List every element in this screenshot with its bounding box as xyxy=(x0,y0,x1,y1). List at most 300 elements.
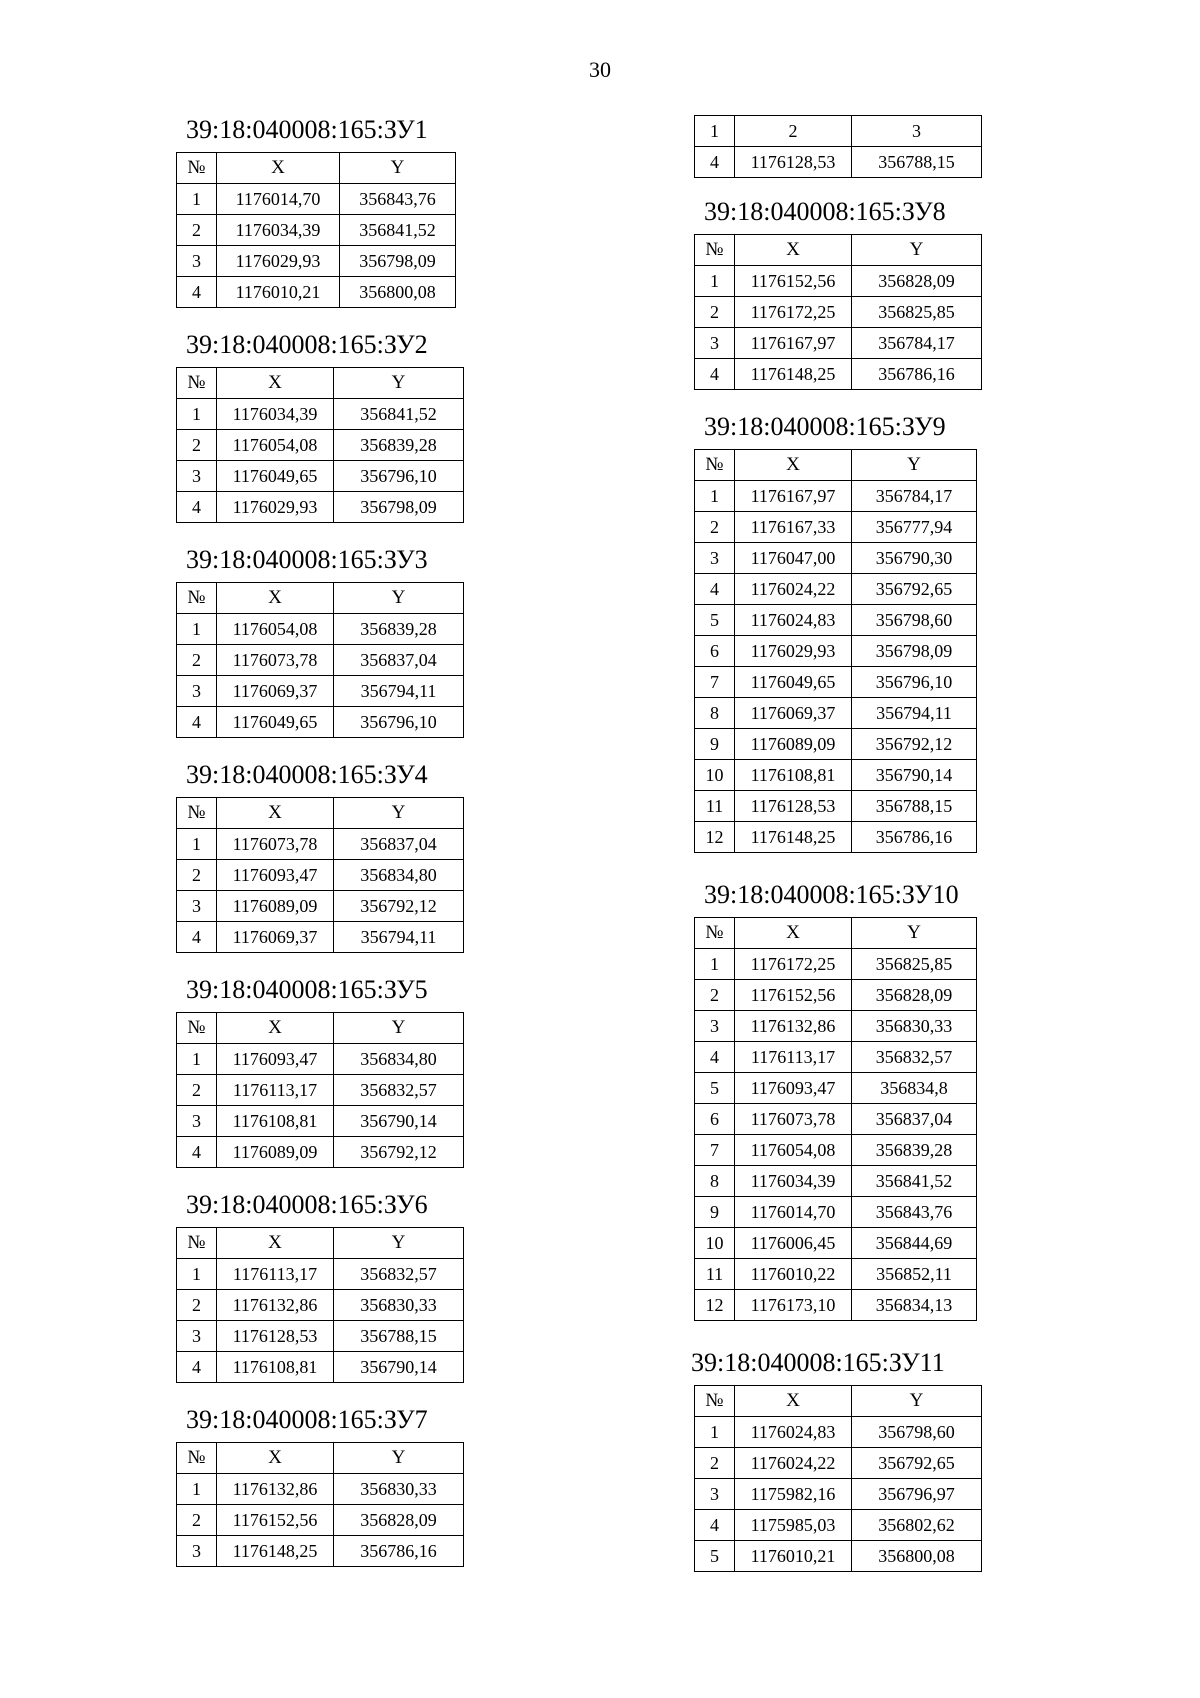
x-coordinate-cell: 1176049,65 xyxy=(217,707,334,738)
parcel-title: 39:18:040008:165:ЗУ4 xyxy=(186,760,428,789)
y-coordinate-cell: 356798,09 xyxy=(334,492,464,523)
point-number-cell: 2 xyxy=(695,1448,735,1479)
parcel-title: 39:18:040008:165:ЗУ1 xyxy=(186,115,428,144)
point-number-cell: 2 xyxy=(177,1290,217,1321)
point-number-cell: 3 xyxy=(177,891,217,922)
parcel-title: 39:18:040008:165:ЗУ2 xyxy=(186,330,428,359)
y-coordinate-cell: 356798,60 xyxy=(852,1417,982,1448)
page-number: 30 xyxy=(589,57,611,82)
point-number-cell: 1 xyxy=(177,1259,217,1290)
point-number-cell: 2 xyxy=(177,430,217,461)
x-coordinate-cell: 1176073,78 xyxy=(217,645,334,676)
table-row xyxy=(695,1166,977,1197)
table-row xyxy=(695,297,982,328)
y-coordinate-cell: 356841,52 xyxy=(340,215,456,246)
header-number-cell: № xyxy=(695,1386,735,1417)
y-coordinate-cell: 356839,28 xyxy=(852,1135,977,1166)
x-coordinate-cell: 1176167,33 xyxy=(735,512,852,543)
y-coordinate-cell: 356852,11 xyxy=(852,1259,977,1290)
table-row xyxy=(695,1417,982,1448)
point-number-cell: 4 xyxy=(695,147,735,178)
point-number-cell: 9 xyxy=(695,1197,735,1228)
parcel-title: 39:18:040008:165:ЗУ9 xyxy=(704,412,946,441)
table-row xyxy=(177,707,464,738)
x-coordinate-cell: 1176152,56 xyxy=(735,980,852,1011)
x-coordinate-cell: 1176148,25 xyxy=(735,822,852,853)
header-number-cell: № xyxy=(177,368,217,399)
y-coordinate-cell: 356828,09 xyxy=(852,266,982,297)
table-header-row xyxy=(695,116,982,147)
table-row xyxy=(695,1135,977,1166)
table-row xyxy=(177,676,464,707)
x-coordinate-cell: 1176024,22 xyxy=(735,574,852,605)
header-y-cell: Y xyxy=(852,235,982,266)
x-coordinate-cell: 1176049,65 xyxy=(217,461,334,492)
point-number-cell: 11 xyxy=(695,1259,735,1290)
y-coordinate-cell: 356792,12 xyxy=(334,891,464,922)
table-row xyxy=(695,266,982,297)
point-number-cell: 2 xyxy=(177,860,217,891)
x-coordinate-cell: 1176093,47 xyxy=(735,1073,852,1104)
y-coordinate-cell: 356784,17 xyxy=(852,481,977,512)
point-number-cell: 2 xyxy=(177,1075,217,1106)
point-number-cell: 4 xyxy=(695,1042,735,1073)
point-number-cell: 3 xyxy=(177,1321,217,1352)
table-row xyxy=(177,1075,464,1106)
header-x-cell: X xyxy=(217,798,334,829)
table-row xyxy=(177,215,456,246)
y-coordinate-cell: 356834,80 xyxy=(334,860,464,891)
x-coordinate-cell: 1176014,70 xyxy=(217,184,340,215)
table-row xyxy=(695,359,982,390)
parcel-title: 39:18:040008:165:ЗУ10 xyxy=(704,880,959,909)
x-coordinate-cell: 1176089,09 xyxy=(735,729,852,760)
point-number-cell: 12 xyxy=(695,1290,735,1321)
header-x-cell: X xyxy=(217,153,340,184)
x-coordinate-cell: 1176034,39 xyxy=(735,1166,852,1197)
table-row xyxy=(695,1448,982,1479)
table-row xyxy=(177,614,464,645)
table-row xyxy=(177,645,464,676)
header-x-cell: X xyxy=(735,1386,852,1417)
table-row xyxy=(695,667,977,698)
x-coordinate-cell: 1176034,39 xyxy=(217,399,334,430)
point-number-cell: 3 xyxy=(177,1536,217,1567)
point-number-cell: 4 xyxy=(695,574,735,605)
y-coordinate-cell: 356834,80 xyxy=(334,1044,464,1075)
x-coordinate-cell: 1176073,78 xyxy=(217,829,334,860)
x-coordinate-cell: 1176054,08 xyxy=(217,614,334,645)
table-row xyxy=(695,605,977,636)
x-coordinate-cell: 1176152,56 xyxy=(217,1505,334,1536)
y-coordinate-cell: 356784,17 xyxy=(852,328,982,359)
table-header-row xyxy=(177,1228,464,1259)
y-coordinate-cell: 356841,52 xyxy=(334,399,464,430)
table-row xyxy=(177,1474,464,1505)
table-header-row xyxy=(177,1443,464,1474)
x-coordinate-cell: 1176069,37 xyxy=(217,676,334,707)
point-number-cell: 4 xyxy=(177,1137,217,1168)
x-coordinate-cell: 1176108,81 xyxy=(217,1352,334,1383)
table-row xyxy=(177,1259,464,1290)
x-coordinate-cell: 1176054,08 xyxy=(217,430,334,461)
table-row xyxy=(695,1510,982,1541)
point-number-cell: 3 xyxy=(177,246,217,277)
y-coordinate-cell: 356837,04 xyxy=(334,645,464,676)
table-row xyxy=(177,829,464,860)
table-row xyxy=(177,1321,464,1352)
header-number-cell: № xyxy=(695,450,735,481)
parcel-title: 39:18:040008:165:ЗУ6 xyxy=(186,1190,428,1219)
x-coordinate-cell: 1176128,53 xyxy=(735,147,852,178)
y-coordinate-cell: 356796,97 xyxy=(852,1479,982,1510)
table-row xyxy=(695,1073,977,1104)
parcel-title: 39:18:040008:165:ЗУ3 xyxy=(186,545,428,574)
header-y-cell: Y xyxy=(334,798,464,829)
table-header-row xyxy=(177,798,464,829)
parcel-title: 39:18:040008:165:ЗУ8 xyxy=(704,197,946,226)
y-coordinate-cell: 356786,16 xyxy=(334,1536,464,1567)
point-number-cell: 2 xyxy=(695,980,735,1011)
x-coordinate-cell: 1176093,47 xyxy=(217,1044,334,1075)
table-row xyxy=(177,430,464,461)
x-coordinate-cell: 1176132,86 xyxy=(217,1474,334,1505)
y-coordinate-cell: 356839,28 xyxy=(334,430,464,461)
y-coordinate-cell: 356830,33 xyxy=(852,1011,977,1042)
table-row xyxy=(177,891,464,922)
table-row xyxy=(695,328,982,359)
coordinates-table xyxy=(694,917,977,1321)
x-coordinate-cell: 1176029,93 xyxy=(217,246,340,277)
table-row xyxy=(695,980,977,1011)
point-number-cell: 3 xyxy=(695,1011,735,1042)
x-coordinate-cell: 1176167,97 xyxy=(735,328,852,359)
x-coordinate-cell: 1176132,86 xyxy=(217,1290,334,1321)
table-row xyxy=(695,147,982,178)
point-number-cell: 9 xyxy=(695,729,735,760)
table-row xyxy=(695,729,977,760)
x-coordinate-cell: 1176172,25 xyxy=(735,949,852,980)
header-cell: 2 xyxy=(735,116,852,147)
y-coordinate-cell: 356790,14 xyxy=(852,760,977,791)
table-row xyxy=(695,636,977,667)
point-number-cell: 1 xyxy=(177,1474,217,1505)
y-coordinate-cell: 356798,09 xyxy=(340,246,456,277)
point-number-cell: 1 xyxy=(177,184,217,215)
y-coordinate-cell: 356777,94 xyxy=(852,512,977,543)
point-number-cell: 2 xyxy=(695,297,735,328)
point-number-cell: 5 xyxy=(695,1541,735,1572)
x-coordinate-cell: 1175982,16 xyxy=(735,1479,852,1510)
table-row xyxy=(695,1042,977,1073)
x-coordinate-cell: 1176128,53 xyxy=(735,791,852,822)
point-number-cell: 3 xyxy=(177,1106,217,1137)
table-row xyxy=(695,1259,977,1290)
y-coordinate-cell: 356830,33 xyxy=(334,1290,464,1321)
table-row xyxy=(695,822,977,853)
header-y-cell: Y xyxy=(334,1013,464,1044)
header-cell: 1 xyxy=(695,116,735,147)
x-coordinate-cell: 1176024,22 xyxy=(735,1448,852,1479)
point-number-cell: 7 xyxy=(695,667,735,698)
header-y-cell: Y xyxy=(334,1228,464,1259)
y-coordinate-cell: 356800,08 xyxy=(340,277,456,308)
point-number-cell: 4 xyxy=(177,1352,217,1383)
coordinates-table xyxy=(176,1442,464,1567)
y-coordinate-cell: 356798,60 xyxy=(852,605,977,636)
point-number-cell: 8 xyxy=(695,698,735,729)
point-number-cell: 2 xyxy=(695,512,735,543)
point-number-cell: 4 xyxy=(695,359,735,390)
table-row xyxy=(177,492,464,523)
table-row xyxy=(695,481,977,512)
point-number-cell: 2 xyxy=(177,215,217,246)
header-number-cell: № xyxy=(177,1228,217,1259)
point-number-cell: 2 xyxy=(177,1505,217,1536)
y-coordinate-cell: 356792,12 xyxy=(334,1137,464,1168)
y-coordinate-cell: 356790,14 xyxy=(334,1352,464,1383)
coordinates-table xyxy=(694,1385,982,1572)
y-coordinate-cell: 356796,10 xyxy=(334,461,464,492)
x-coordinate-cell: 1176148,25 xyxy=(735,359,852,390)
table-row xyxy=(695,1011,977,1042)
coordinates-table xyxy=(176,152,456,308)
coordinates-table xyxy=(694,234,982,390)
point-number-cell: 10 xyxy=(695,760,735,791)
table-header-row xyxy=(177,1013,464,1044)
point-number-cell: 4 xyxy=(695,1510,735,1541)
y-coordinate-cell: 356786,16 xyxy=(852,359,982,390)
x-coordinate-cell: 1176108,81 xyxy=(735,760,852,791)
point-number-cell: 1 xyxy=(177,829,217,860)
parcel-title: 39:18:040008:165:ЗУ11 xyxy=(691,1348,945,1377)
point-number-cell: 3 xyxy=(177,461,217,492)
y-coordinate-cell: 356825,85 xyxy=(852,297,982,328)
y-coordinate-cell: 356786,16 xyxy=(852,822,977,853)
header-x-cell: X xyxy=(217,1443,334,1474)
x-coordinate-cell: 1176089,09 xyxy=(217,891,334,922)
header-y-cell: Y xyxy=(852,1386,982,1417)
table-row xyxy=(695,1290,977,1321)
y-coordinate-cell: 356794,11 xyxy=(334,922,464,953)
table-row xyxy=(177,1106,464,1137)
y-coordinate-cell: 356830,33 xyxy=(334,1474,464,1505)
point-number-cell: 12 xyxy=(695,822,735,853)
x-coordinate-cell: 1176029,93 xyxy=(735,636,852,667)
x-coordinate-cell: 1176047,00 xyxy=(735,543,852,574)
y-coordinate-cell: 356834,13 xyxy=(852,1290,977,1321)
table-row xyxy=(177,246,456,277)
table-row xyxy=(695,1228,977,1259)
x-coordinate-cell: 1176049,65 xyxy=(735,667,852,698)
point-number-cell: 1 xyxy=(177,1044,217,1075)
point-number-cell: 1 xyxy=(695,1417,735,1448)
point-number-cell: 4 xyxy=(177,707,217,738)
y-coordinate-cell: 356844,69 xyxy=(852,1228,977,1259)
point-number-cell: 4 xyxy=(177,277,217,308)
header-y-cell: Y xyxy=(334,583,464,614)
y-coordinate-cell: 356794,11 xyxy=(334,676,464,707)
table-row xyxy=(695,512,977,543)
y-coordinate-cell: 356792,65 xyxy=(852,1448,982,1479)
table-row xyxy=(177,184,456,215)
y-coordinate-cell: 356828,09 xyxy=(852,980,977,1011)
point-number-cell: 1 xyxy=(695,266,735,297)
header-x-cell: X xyxy=(735,450,852,481)
table-row xyxy=(695,543,977,574)
y-coordinate-cell: 356792,65 xyxy=(852,574,977,605)
x-coordinate-cell: 1176093,47 xyxy=(217,860,334,891)
point-number-cell: 1 xyxy=(177,614,217,645)
table-row xyxy=(177,277,456,308)
header-y-cell: Y xyxy=(852,918,977,949)
y-coordinate-cell: 356834,8 xyxy=(852,1073,977,1104)
header-y-cell: Y xyxy=(852,450,977,481)
parcel-title: 39:18:040008:165:ЗУ5 xyxy=(186,975,428,1004)
y-coordinate-cell: 356837,04 xyxy=(852,1104,977,1135)
y-coordinate-cell: 356832,57 xyxy=(334,1259,464,1290)
y-coordinate-cell: 356843,76 xyxy=(852,1197,977,1228)
point-number-cell: 3 xyxy=(695,328,735,359)
x-coordinate-cell: 1176069,37 xyxy=(735,698,852,729)
header-x-cell: X xyxy=(735,918,852,949)
y-coordinate-cell: 356794,11 xyxy=(852,698,977,729)
table-row xyxy=(695,1479,982,1510)
y-coordinate-cell: 356837,04 xyxy=(334,829,464,860)
table-header-row xyxy=(695,1386,982,1417)
y-coordinate-cell: 356788,15 xyxy=(852,147,982,178)
x-coordinate-cell: 1176069,37 xyxy=(217,922,334,953)
table-row xyxy=(695,791,977,822)
header-x-cell: X xyxy=(217,1228,334,1259)
table-row xyxy=(177,1505,464,1536)
x-coordinate-cell: 1176108,81 xyxy=(217,1106,334,1137)
point-number-cell: 1 xyxy=(695,949,735,980)
point-number-cell: 3 xyxy=(695,543,735,574)
y-coordinate-cell: 356792,12 xyxy=(852,729,977,760)
header-y-cell: Y xyxy=(340,153,456,184)
table-row xyxy=(177,1290,464,1321)
table-header-row xyxy=(695,450,977,481)
coordinates-table xyxy=(176,1227,464,1383)
point-number-cell: 4 xyxy=(177,922,217,953)
coordinates-table xyxy=(176,367,464,523)
header-number-cell: № xyxy=(177,798,217,829)
header-number-cell: № xyxy=(177,1443,217,1474)
header-x-cell: X xyxy=(735,235,852,266)
y-coordinate-cell: 356800,08 xyxy=(852,1541,982,1572)
table-row xyxy=(695,1541,982,1572)
point-number-cell: 4 xyxy=(177,492,217,523)
header-cell: 3 xyxy=(852,116,982,147)
x-coordinate-cell: 1176128,53 xyxy=(217,1321,334,1352)
header-x-cell: X xyxy=(217,368,334,399)
table-header-row xyxy=(695,918,977,949)
table-row xyxy=(177,461,464,492)
table-row xyxy=(177,1352,464,1383)
header-number-cell: № xyxy=(177,153,217,184)
coordinates-table xyxy=(176,582,464,738)
y-coordinate-cell: 356832,57 xyxy=(334,1075,464,1106)
point-number-cell: 11 xyxy=(695,791,735,822)
table-row xyxy=(177,922,464,953)
x-coordinate-cell: 1176014,70 xyxy=(735,1197,852,1228)
x-coordinate-cell: 1175985,03 xyxy=(735,1510,852,1541)
table-row xyxy=(695,698,977,729)
y-coordinate-cell: 356843,76 xyxy=(340,184,456,215)
y-coordinate-cell: 356798,09 xyxy=(852,636,977,667)
point-number-cell: 10 xyxy=(695,1228,735,1259)
table-row xyxy=(177,399,464,430)
x-coordinate-cell: 1176089,09 xyxy=(217,1137,334,1168)
x-coordinate-cell: 1176010,21 xyxy=(735,1541,852,1572)
table-row xyxy=(695,1104,977,1135)
table-row xyxy=(695,1197,977,1228)
x-coordinate-cell: 1176010,22 xyxy=(735,1259,852,1290)
x-coordinate-cell: 1176024,83 xyxy=(735,605,852,636)
y-coordinate-cell: 356790,30 xyxy=(852,543,977,574)
x-coordinate-cell: 1176073,78 xyxy=(735,1104,852,1135)
x-coordinate-cell: 1176006,45 xyxy=(735,1228,852,1259)
x-coordinate-cell: 1176024,83 xyxy=(735,1417,852,1448)
point-number-cell: 3 xyxy=(177,676,217,707)
table-row xyxy=(695,949,977,980)
y-coordinate-cell: 356802,62 xyxy=(852,1510,982,1541)
point-number-cell: 1 xyxy=(177,399,217,430)
coordinates-table xyxy=(176,1012,464,1168)
x-coordinate-cell: 1176010,21 xyxy=(217,277,340,308)
x-coordinate-cell: 1176113,17 xyxy=(735,1042,852,1073)
header-number-cell: № xyxy=(177,583,217,614)
parcel-title: 39:18:040008:165:ЗУ7 xyxy=(186,1405,428,1434)
point-number-cell: 5 xyxy=(695,1073,735,1104)
x-coordinate-cell: 1176054,08 xyxy=(735,1135,852,1166)
header-x-cell: X xyxy=(217,1013,334,1044)
y-coordinate-cell: 356828,09 xyxy=(334,1505,464,1536)
x-coordinate-cell: 1176152,56 xyxy=(735,266,852,297)
y-coordinate-cell: 356841,52 xyxy=(852,1166,977,1197)
table-header-row xyxy=(695,235,982,266)
y-coordinate-cell: 356788,15 xyxy=(852,791,977,822)
table-row xyxy=(695,760,977,791)
point-number-cell: 7 xyxy=(695,1135,735,1166)
x-coordinate-cell: 1176173,10 xyxy=(735,1290,852,1321)
point-number-cell: 3 xyxy=(695,1479,735,1510)
y-coordinate-cell: 356796,10 xyxy=(334,707,464,738)
table-row xyxy=(177,1536,464,1567)
coordinates-table xyxy=(694,449,977,853)
y-coordinate-cell: 356790,14 xyxy=(334,1106,464,1137)
y-coordinate-cell: 356796,10 xyxy=(852,667,977,698)
table-header-row xyxy=(177,583,464,614)
header-number-cell: № xyxy=(695,918,735,949)
point-number-cell: 5 xyxy=(695,605,735,636)
y-coordinate-cell: 356832,57 xyxy=(852,1042,977,1073)
coordinates-table xyxy=(176,797,464,953)
y-coordinate-cell: 356839,28 xyxy=(334,614,464,645)
table-header-row xyxy=(177,153,456,184)
x-coordinate-cell: 1176167,97 xyxy=(735,481,852,512)
table-header-row xyxy=(177,368,464,399)
table-row xyxy=(695,574,977,605)
table-row xyxy=(177,860,464,891)
continuation-table xyxy=(694,115,982,178)
header-y-cell: Y xyxy=(334,368,464,399)
header-x-cell: X xyxy=(217,583,334,614)
x-coordinate-cell: 1176132,86 xyxy=(735,1011,852,1042)
x-coordinate-cell: 1176172,25 xyxy=(735,297,852,328)
x-coordinate-cell: 1176148,25 xyxy=(217,1536,334,1567)
